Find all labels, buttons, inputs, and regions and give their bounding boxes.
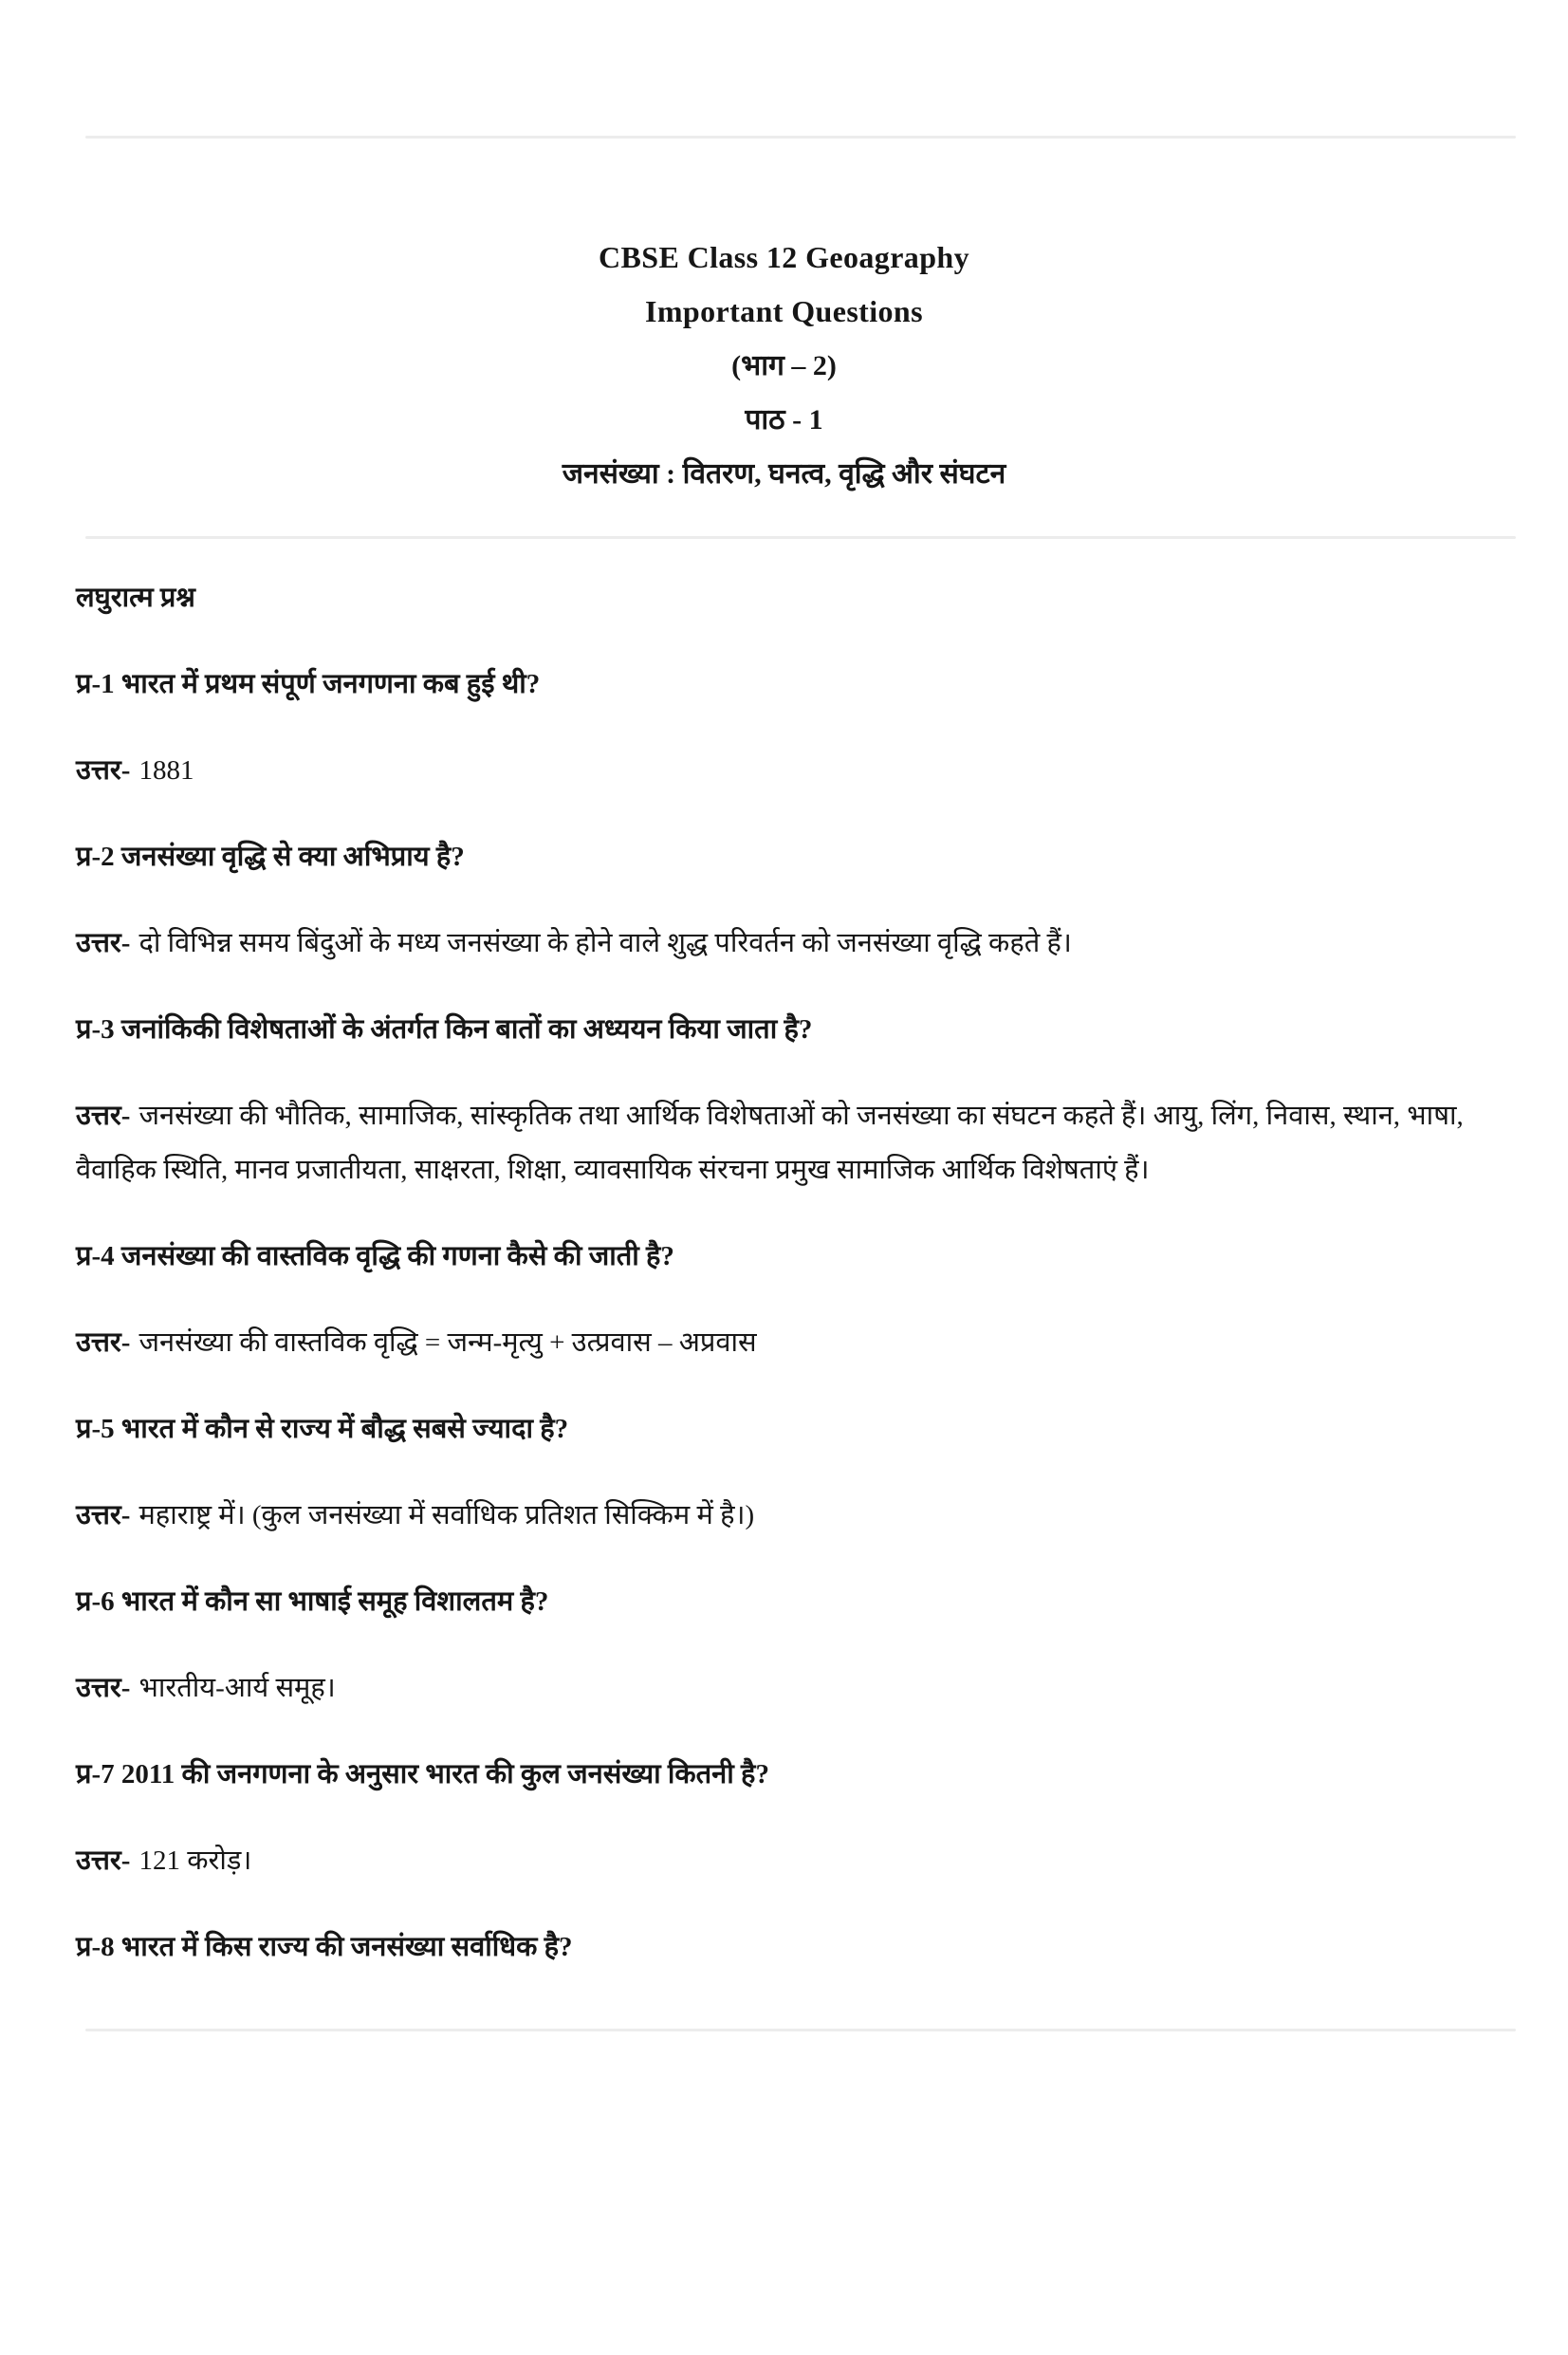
answer-prefix: उत्तर- [76, 755, 131, 786]
answer-text: भारतीय-आर्य समूह। [138, 1673, 336, 1703]
document-page [0, 136, 1568, 2031]
answer-prefix: उत्तर- [76, 1101, 131, 1131]
answer-text: दो विभिन्न समय बिंदुओं के मध्य जनसंख्या के होने वाले शुद्ध परिवर्तन को जनसंख्या वृद्धि कहते हैं। [138, 928, 1072, 958]
answer-prefix: उत्तर- [76, 1845, 131, 1876]
answer-text: महाराष्ट्र में। (कुल जनसंख्या में सर्वाधिक प्रतिशत सिक्किम में है।) [138, 1500, 755, 1530]
answer [76, 1316, 1487, 1370]
doc-chapter-label: पाठ - 1 [745, 404, 823, 436]
question: प्र-7 2011 की जनगणना के अनुसार भारत की कुल जनसंख्या कितनी है? [76, 1759, 769, 1789]
question: प्र-8 भारत में किस राज्य की जनसंख्या सर्वाधिक है? [76, 1932, 573, 1962]
question: प्र-5 भारत में कौन से राज्य में बौद्ध सबसे ज्यादा है? [76, 1414, 569, 1444]
doc-part-label: (भाग – 2) [731, 350, 837, 381]
answer [76, 1489, 1487, 1543]
answer-prefix: उत्तर- [76, 1327, 131, 1358]
qa-list [76, 658, 1487, 1975]
answer [76, 1661, 1487, 1715]
answer-prefix: उत्तर- [76, 928, 131, 958]
answer-text: जनसंख्या की वास्तविक वृद्धि = जन्म-मृत्यु + उत्प्रवास – अप्रवास [138, 1327, 757, 1358]
header-divider [85, 536, 1516, 539]
document-header [0, 231, 1568, 501]
doc-subtitle: Important Questions [645, 294, 923, 328]
question: प्र-4 जनसंख्या की वास्तविक वृद्धि की गणना कैसे की जाती है? [76, 1241, 674, 1271]
doc-title: CBSE Class 12 Geoagraphy [599, 240, 969, 274]
question: प्र-1 भारत में प्रथम संपूर्ण जनगणना कब हुई थी? [76, 669, 541, 699]
answer-prefix: उत्तर- [76, 1500, 131, 1530]
section-heading: लघुरात्म प्रश्न [76, 583, 195, 613]
answer-text: 1881 [138, 755, 194, 786]
top-divider [85, 136, 1516, 139]
answer-prefix: उत्तर- [76, 1673, 131, 1703]
answer [76, 1089, 1487, 1197]
answer [76, 917, 1487, 971]
answer-text: जनसंख्या की भौतिक, सामाजिक, सांस्कृतिक तथा आर्थिक विशेषताओं को जनसंख्या का संघटन कहते हैं। आयु, लिंग, निवास, स्थान, भाषा, वैवाहिक स्थिति, मानव प्रजातीयता, साक्षरता, शिक्षा, व्यावसायिक संरचना प्रमुख सामाजिक आर्थिक विशेषताएं हैं। [76, 1101, 1464, 1185]
qa-content [0, 571, 1568, 1975]
answer [76, 1834, 1487, 1888]
answer-text: 121 करोड़। [138, 1845, 252, 1876]
answer [76, 744, 1487, 798]
question: प्र-3 जनांकिकी विशेषताओं के अंतर्गत किन बातों का अध्ययन किया जाता है? [76, 1014, 813, 1045]
question: प्र-2 जनसंख्या वृद्धि से क्या अभिप्राय है? [76, 842, 465, 872]
doc-chapter-title: जनसंख्या : वितरण, घनत्व, वृद्धि और संघटन [562, 458, 1006, 490]
question: प्र-6 भारत में कौन सा भाषाई समूह विशालतम है? [76, 1586, 549, 1617]
bottom-divider [85, 2029, 1516, 2031]
